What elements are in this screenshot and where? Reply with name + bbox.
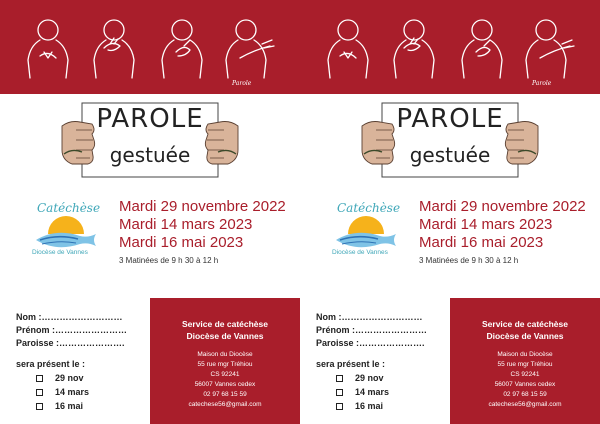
signers-illustration [300,0,600,94]
contact-title-2: Diocèse de Vannes [186,331,264,341]
option-14-mars[interactable] [16,385,146,399]
contact-line: 55 rue mgr Tréhiou [497,361,553,368]
contact-title-1: Service de catéchèse [481,319,568,329]
checkbox[interactable] [36,403,43,410]
signer-figure-3 [162,20,202,78]
checkbox[interactable] [336,403,343,410]
option-label: 29 nov [355,373,384,383]
signer-figure-2 [94,20,134,78]
signer-figure-1 [28,20,68,78]
option-label: 14 mars [55,387,90,397]
option-label: 29 nov [55,373,84,383]
contact-phone: 02 97 68 15 59 [203,391,247,398]
session-dates [419,198,586,252]
nom-field[interactable]: Nom :……………………… [316,312,423,322]
option-16-mai[interactable] [316,399,446,413]
title-parole: PAROLE [396,104,504,134]
option-29-nov[interactable] [316,371,446,385]
paroisse-field[interactable]: Paroisse :…………………. [316,338,425,348]
checkbox[interactable] [336,389,343,396]
contact-box [450,298,600,424]
date-1: Mardi 29 novembre 2022 [419,198,586,215]
contact-email[interactable]: catechese56@gmail.com [188,401,262,408]
option-14-mars[interactable] [316,385,446,399]
title-gestuee: gestuée [409,143,491,167]
contact-box [150,298,300,424]
signers-caption: Parole [532,80,552,87]
contact-email[interactable]: catechese56@gmail.com [488,401,562,408]
nom-field[interactable]: Nom :……………………… [16,312,123,322]
checkbox[interactable] [36,389,43,396]
contact-line: Maison du Diocèse [497,351,553,358]
title-gestuee: gestuée [109,143,191,167]
flyer-right [300,0,600,424]
title-parole: PAROLE [96,104,204,134]
option-16-mai[interactable] [16,399,146,413]
logo-catechese: Catéchèse [337,201,401,215]
signer-figure-2 [394,20,434,78]
matinees-hours: 3 Matinées de 9 h 30 à 12 h [419,256,519,265]
signer-figure-4 [226,20,274,78]
contact-title-1: Service de catéchèse [181,319,268,329]
paroisse-field[interactable]: Paroisse :…………………. [16,338,125,348]
option-label: 16 mai [55,401,84,411]
registration-form [16,311,146,413]
present-label: sera présent le : [316,359,386,369]
signer-figure-4 [526,20,574,78]
contact-line: CS 92241 [510,371,540,378]
signers-illustration [0,0,300,94]
prenom-field[interactable]: Prénom :…………………… [16,325,128,335]
logo-diocese: Diocèse de Vannes [32,249,88,256]
registration-form [316,311,446,413]
option-label: 16 mai [355,401,384,411]
contact-phone: 02 97 68 15 59 [503,391,547,398]
option-29-nov[interactable] [16,371,146,385]
matinees-hours: 3 Matinées de 9 h 30 à 12 h [119,256,219,265]
logo-diocese: Diocèse de Vannes [332,249,388,256]
option-label: 14 mars [355,387,390,397]
prenom-field[interactable]: Prénom :…………………… [316,325,428,335]
checkbox[interactable] [336,375,343,382]
contact-line: 56007 Vannes cedex [194,381,256,388]
checkbox[interactable] [36,375,43,382]
signers-caption: Parole [232,80,252,87]
contact-line: CS 92241 [210,371,240,378]
contact-line: 56007 Vannes cedex [494,381,556,388]
contact-line: 55 rue mgr Tréhiou [197,361,253,368]
date-2: Mardi 14 mars 2023 [419,216,553,233]
session-dates [119,198,286,252]
contact-line: Maison du Diocèse [197,351,253,358]
signer-figure-1 [328,20,368,78]
date-3: Mardi 16 mai 2023 [419,234,544,251]
date-1: Mardi 29 novembre 2022 [119,198,286,215]
logo-catechese: Catéchèse [37,201,101,215]
present-label: sera présent le : [16,359,86,369]
contact-title-2: Diocèse de Vannes [486,331,564,341]
date-3: Mardi 16 mai 2023 [119,234,244,251]
date-2: Mardi 14 mars 2023 [119,216,253,233]
signer-figure-3 [462,20,502,78]
